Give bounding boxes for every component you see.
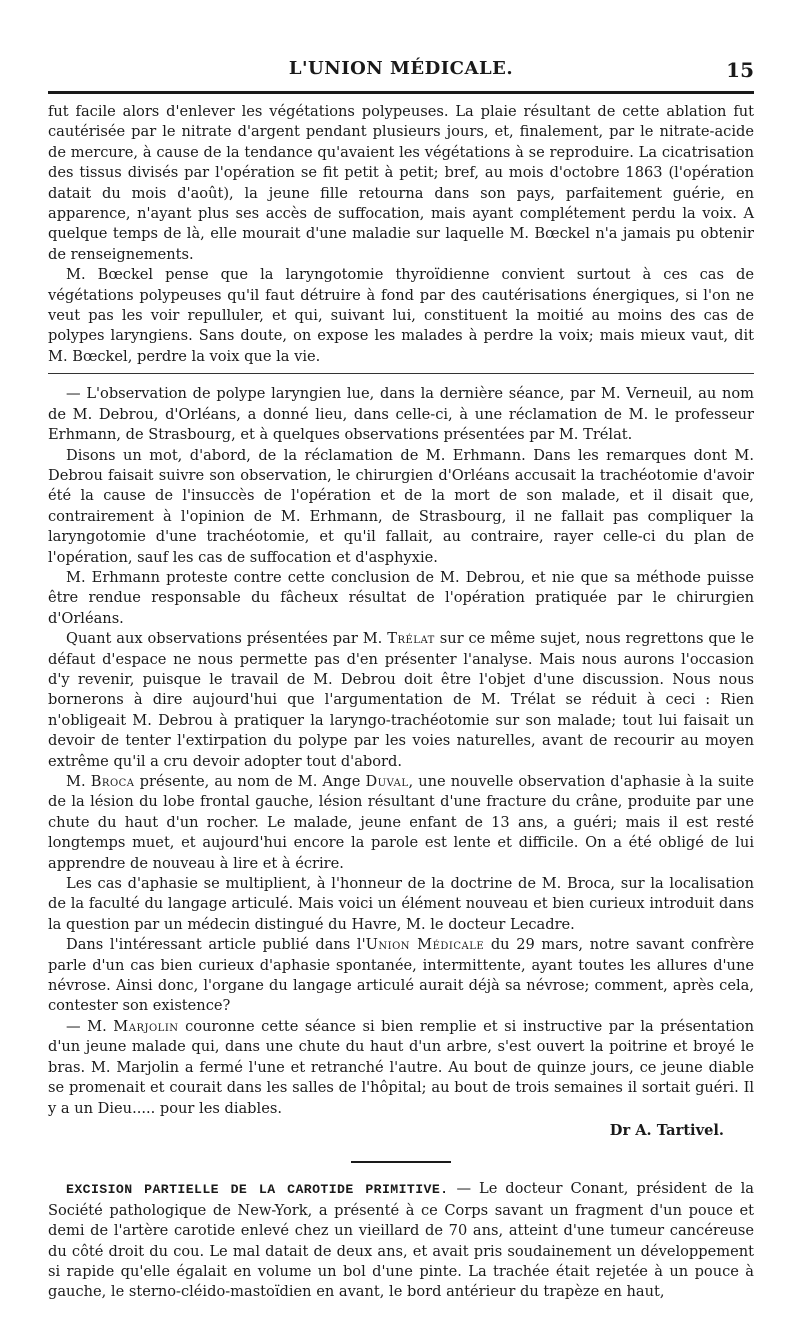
name-trelat: Trélat [387,630,435,648]
paragraph-9 [48,935,754,1017]
paragraph-1: fut facile alors d'enlever les végétations polypeuses. La plaie résultant de cette ablation fut cautérisée par le nitrate d'argent pendant plusieurs jours, et, finalement, par le nitrate-acide de mercure, à cause de la tendance qu'avaient les végétations à se reproduire. La cicatrisation des tissus divisés par l'opération se fit petit à petit; bref, au mois d'octobre 1863 (l'opération datait du mois d'août), la jeune fille retourna dans son pays, parfaitement guérie, en apparence, n'ayant plus ses accès de suffocation, mais ayant complétement perdu la voix. A quelque temps de là, elle mourait d'une maladie sur laquelle M. Bœckel n'a jamais pu obtenir de renseignements. [48,103,754,263]
paragraph-2: M. Bœckel pense que la laryngotomie thyroïdienne convient surtout à ces cas de végétations polypeuses qu'il faut détruire à fond par des cautérisations énergiques, si l'on ne veut pas les voir repulluler, et qui, suivant lui, constituent la moitié au moins des cas de polypes laryngiens. Sans doute, on expose les malades à perdre la voix; mais mieux vaut, dit M. Bœckel, perdre la voix que la vie. [48,266,754,365]
paragraph-10 [48,1017,754,1119]
section-divider [48,373,754,374]
p9-text-b: du 29 mars, notre savant confrère parle d'un cas bien curieux d'aphasie spontanée, intermittente, ayant toutes les allures d'une névrose. Ainsi donc, l'organe du langage articulé aurait déjà sa névrose; comment, après cela, contester son existence? [48,936,754,1015]
page-number: 15 [726,58,754,82]
paragraph-5: M. Erhmann proteste contre cette conclusion de M. Debrou, et nie que sa méthode puisse être rendue responsable du fâcheux résultat de l'opération pratiquée par le chirurgien d'Orléans. [48,568,754,627]
section-heading: EXCISION PARTIELLE DE LA CAROTIDE PRIMITIVE. [66,1182,449,1198]
paragraph-11 [48,1179,754,1302]
p7-text-b: présente, au nom de M. Ange [139,773,361,790]
p6-text-a: Quant aux observations présentées par M. [66,630,383,648]
paragraph-6 [48,629,754,772]
paragraph-4: Disons un mot, d'abord, de la réclamation de M. Erhmann. Dans les remarques dont M. Debrou faisait suivre son observation, le chirurgien d'Orléans accusait la trachéotomie d'avoir été la cause de l'insuccès de l'opération et de la mort de son malade, et il disait que, contrairement à l'opinion de M. Erhmann, de Strasbourg, il ne fallait pas compliquer la laryngotomie d'une trachéotomie, et qu'il fallait, au contraire, rayer celle-ci du plan de l'opération, sauf les cas de suffocation et d'asphyxie. [48,446,754,566]
p6-text-b: sur ce même sujet, nous regrettons que le défaut d'espace ne nous permette pas d'en présenter l'analyse. Mais nous aurons l'occasion d'y revenir, puisque le travail de M. Debrou doit être l'objet d'une discussion. Nous nous bornerons à dire aujourd'hui que l'argumentation de M. Trélat se réduit à ceci : Rien n'obligeait M. Debrou à pratiquer la laryngo-trachéotomie sur son malade; tout lui faisait un devoir de tenter l'extirpation du polype par les voies naturelles, avant de recourir au moyen extrême qu'il a cru devoir adopter tout d'abord. [48,630,755,770]
p11-text: — Le docteur Conant, président de la Société pathologique de New-York, a présenté à ce Corps savant un fragment d'un pouce et demi de l'artère carotide enlevé chez un vieillard de 70 ans, atteint d'une tumeur cancéreuse du côté droit du cou. Le mal datait de deux ans, et avait pris soudainement un développement si rapide qu'elle égalait en volume un bol d'une pinte. La trachée était rejetée à un pouce à gauche, le sterno-cléido-mastoïdien en avant, le bord antérieur du trapèze en haut, [48,1180,755,1301]
journal-name: Union Médicale [365,936,485,954]
short-divider [351,1161,451,1163]
name-marjolin: Marjolin [113,1017,179,1035]
p7-text-a: M. [66,773,86,790]
name-duval: Duval [365,773,409,790]
p10-text-b: couronne cette séance si bien remplie et si instructive par la présentation d'un jeune malade qui, dans une chute du haut d'un arbre, s'est ouvert la poitrine et broyé le bras. M. Marjolin a fermé l'une et retranché l'autre. Au bout de quinze jours, ce jeune diable se promenait et courait dans les salles de l'hôpital; au bout de trois semaines il sortait guéri. Il y a un Dieu..... pour les diables. [48,1017,754,1117]
article-body [48,94,754,1303]
p10-text-a: — M. [66,1017,107,1035]
name-broca: Broca [90,773,135,790]
paragraph-8: Les cas d'aphasie se multiplient, à l'honneur de la doctrine de M. Broca, sur la localisation de la faculté du langage articulé. Mais voici un élément nouveau et bien curieux introduit dans la question par un médecin distingué du Havre, M. le docteur Lecadre. [48,875,754,933]
running-title: L'UNION MÉDICALE. [288,58,514,79]
paragraph-3: — L'observation de polype laryngien lue, dans la dernière séance, par M. Verneuil, au nom de M. Debrou, d'Orléans, a donné lieu, dans celle-ci, à une réclamation de M. le professeur Erhmann, de Strasbourg, et à quelques observations présentées par M. Trélat. [48,385,754,444]
paragraph-7 [48,772,754,874]
signature: Dr A. Tartivel. [609,1121,724,1139]
page-header [48,0,754,94]
p7-text-c: , une nouvelle observation d'aphasie à la suite de la lésion du lobe frontal gauche, lésion résultant d'une fracture du crâne, produite par une chute du haut d'un rocher. Le malade, jeune enfant de 13 ans, a guéri; mais il est resté longtemps muet, et aujourd'hui encore la parole est lente et difficile. On a été obligé de lui apprendre de nouveau à lire et à écrire. [48,773,755,872]
p9-text-a: Dans l'intéressant article publié dans l' [66,936,366,954]
